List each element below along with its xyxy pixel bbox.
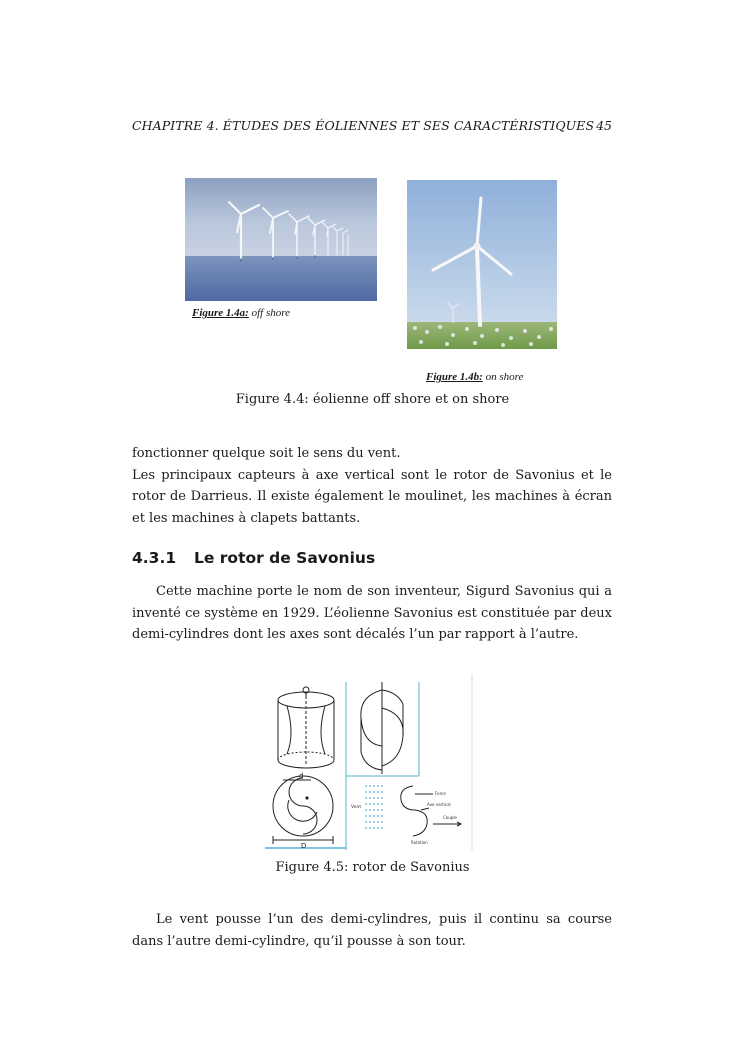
body-paragraph-savonius: Cette machine porte le nom de son inventeur, Sigurd Savonius qui a inventé ce système en 1929. L’éolienne Savonius est constituée par deux demi-cylindres dont les axes sont décalés l’un par rapport à l’autre.	[132, 584, 612, 642]
savonius-rotor-figure	[265, 674, 473, 850]
rotation-label: Rotation	[411, 840, 428, 845]
body-text-section	[132, 581, 612, 646]
torque-label: Couple	[443, 815, 457, 820]
body-line-1: fonctionner quelque soit le sens du vent.	[132, 446, 401, 461]
axis-label: Axe vertical	[427, 802, 451, 807]
dimension-label-D: D	[301, 842, 307, 850]
wind-label: Vent	[351, 805, 362, 810]
figure-label-onshore-text: on shore	[482, 371, 524, 383]
figure-caption-4-5: Figure 4.5: rotor de Savonius	[275, 860, 470, 875]
body-text-bottom	[132, 909, 612, 952]
page-number: 45	[596, 118, 612, 133]
offshore-wind-photo	[185, 178, 377, 301]
body-text-top	[132, 443, 612, 529]
body-paragraph-capteurs: Les principaux capteurs à axe vertical sont le rotor de Savonius et le rotor de Darrieus. Il existe également le moulinet, les machines à écran et les machines à clapets battants.	[132, 467, 612, 526]
onshore-wind-photo	[407, 180, 557, 349]
section-title: Le rotor de Savonius	[194, 549, 376, 567]
section-number: 4.3.1	[132, 549, 177, 567]
figure-label-offshore	[192, 307, 290, 319]
figure-label-onshore-number: Figure 1.4b:	[426, 371, 483, 383]
force-label: Force	[435, 791, 446, 796]
figure-label-offshore-number: Figure 1.4a:	[192, 307, 249, 319]
dimension-label-d: d	[299, 772, 304, 780]
body-paragraph-vent: Le vent pousse l’un des demi-cylindres, puis il continu sa course dans l’autre demi-cylindre, qu’il pousse à son tour.	[132, 912, 612, 949]
figure-label-onshore	[426, 371, 523, 383]
figure-label-offshore-text: off shore	[248, 307, 290, 319]
running-header: CHAPITRE 4. ÉTUDES DES ÉOLIENNES ET SES CARACTÉRISTIQUES	[132, 118, 595, 133]
figure-caption-4-4: Figure 4.4: éolienne off shore et on shore	[235, 392, 510, 407]
section-heading	[132, 549, 375, 567]
